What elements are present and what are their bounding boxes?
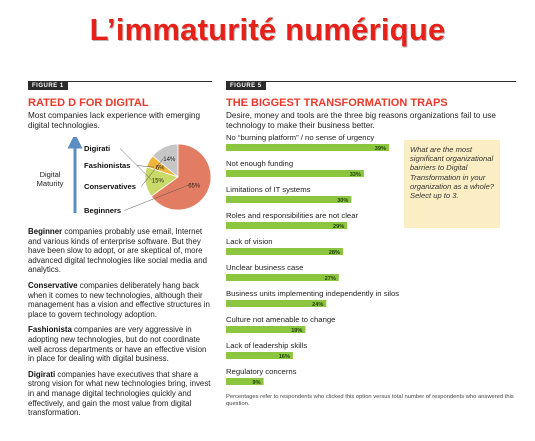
maturity-axis-label-2: Maturity: [36, 179, 64, 188]
bar-value-label: 19%: [291, 328, 303, 334]
description-text: companies are very aggressive in adopting new technologies, but do not coordinate well across departments or have an effective vision in place for dealing with digital business.: [28, 325, 207, 364]
bar-category-label: Lack of leadership skills: [226, 341, 308, 350]
page-title: L’immaturité numérique: [89, 12, 446, 47]
bar-category-label: Unclear business case: [226, 263, 304, 272]
description-text: companies have executives that share a strong vision for what new technologies bring, invest in and manage digital technologies quickly and effectively, and gain the most value from digital transformation.: [28, 369, 211, 418]
figure-1-descriptions: [28, 227, 212, 418]
description-conservative: [28, 281, 212, 319]
pie-value-label: 15%: [151, 178, 164, 185]
figure-5-heading: THE BIGGEST TRANSFORMATION TRAPS: [226, 97, 448, 109]
pie-value-label: 6%: [155, 165, 165, 172]
description-term: Digirati: [28, 369, 56, 379]
description-digirati: [28, 370, 212, 418]
bar-5: [226, 248, 343, 255]
pie-category-label: Fashionistas: [84, 161, 131, 170]
figure-1-heading: RATED D FOR DIGITAL: [28, 97, 149, 109]
bar-value-label: 16%: [278, 354, 290, 360]
bar-4: [226, 222, 347, 229]
bar-category-label: Lack of vision: [226, 237, 273, 246]
bar-3: [226, 196, 351, 203]
bar-value-label: 29%: [332, 224, 345, 230]
bar-value-label: 30%: [337, 198, 349, 204]
bar-6: [226, 274, 339, 281]
figure-1-subheading: Most companies lack experience with emerging digital technologies.: [28, 111, 201, 130]
bar-category-label: Business units implementing independently in silos: [226, 289, 400, 298]
bar-value-label: 27%: [324, 276, 336, 282]
description-term: Conservative: [28, 280, 78, 290]
bar-1: [226, 144, 389, 151]
figure-5-subheading: Desire, money and tools are the three big reasons organizations fail to use technology to make their business better.: [226, 111, 496, 130]
pie-category-label: Beginners: [84, 206, 122, 215]
pie-value-label: 14%: [163, 157, 176, 163]
figure-5-tag: FIGURE 5: [226, 82, 266, 90]
figure-5-rule: [226, 81, 516, 82]
bar-value-label: 33%: [349, 172, 361, 178]
figure-1-panel: [28, 74, 212, 426]
figure-1-rule: [28, 81, 212, 82]
bar-category-label: Regulatory concerns: [226, 367, 297, 376]
description-text: companies deliberately hang back when it comes to new technologies, although their management has a vision and effective structures in place to govern technology adoption.: [28, 280, 210, 319]
description-term: Fashionista: [28, 325, 72, 335]
figure-5-panel: [226, 74, 516, 426]
bar-category-label: Not enough funding: [226, 159, 294, 168]
bar-category-label: Limitations of IT systems: [226, 185, 311, 194]
bar-value-label: 24%: [312, 302, 324, 308]
bar-value-label: 9%: [252, 380, 261, 386]
bar-category-label: No “burning platform” / no sense of urgency: [226, 133, 375, 142]
maturity-axis-label-1: Digital: [39, 170, 61, 179]
description-fashionista: [28, 325, 212, 363]
maturity-pie-svg: [28, 137, 212, 221]
figure-1-tag: FIGURE 1: [28, 82, 68, 90]
bar-2: [226, 170, 364, 177]
bar-value-label: 28%: [328, 250, 340, 256]
description-beginner: [28, 227, 212, 275]
bar-value-label: 39%: [374, 146, 386, 152]
description-text: companies probably use email, Internet and various kinds of enterprise software. But they have been slow to adopt, or are skeptical of, more advanced digital technologies like social media and analytics.: [28, 227, 207, 275]
bar-category-label: Roles and responsibilities are not clear: [226, 211, 359, 220]
pie-category-label: Digirati: [84, 144, 111, 153]
figure-5-footnote: Percentages refer to respondents who clicked this option versus total number of respondents who answered this question.: [226, 394, 514, 407]
description-term: Beginner: [28, 227, 63, 236]
survey-question-note: What are the most significant organizational barriers to Digital Transformation in your organization as a whole? Select up to 3.: [404, 140, 500, 228]
maturity-chart: [28, 137, 212, 221]
pie-group: [84, 144, 211, 215]
bar-category-label: Culture not amenable to change: [226, 315, 336, 324]
pie-category-label: Conservatives: [84, 182, 136, 191]
pie-value-label: 65%: [188, 183, 201, 190]
